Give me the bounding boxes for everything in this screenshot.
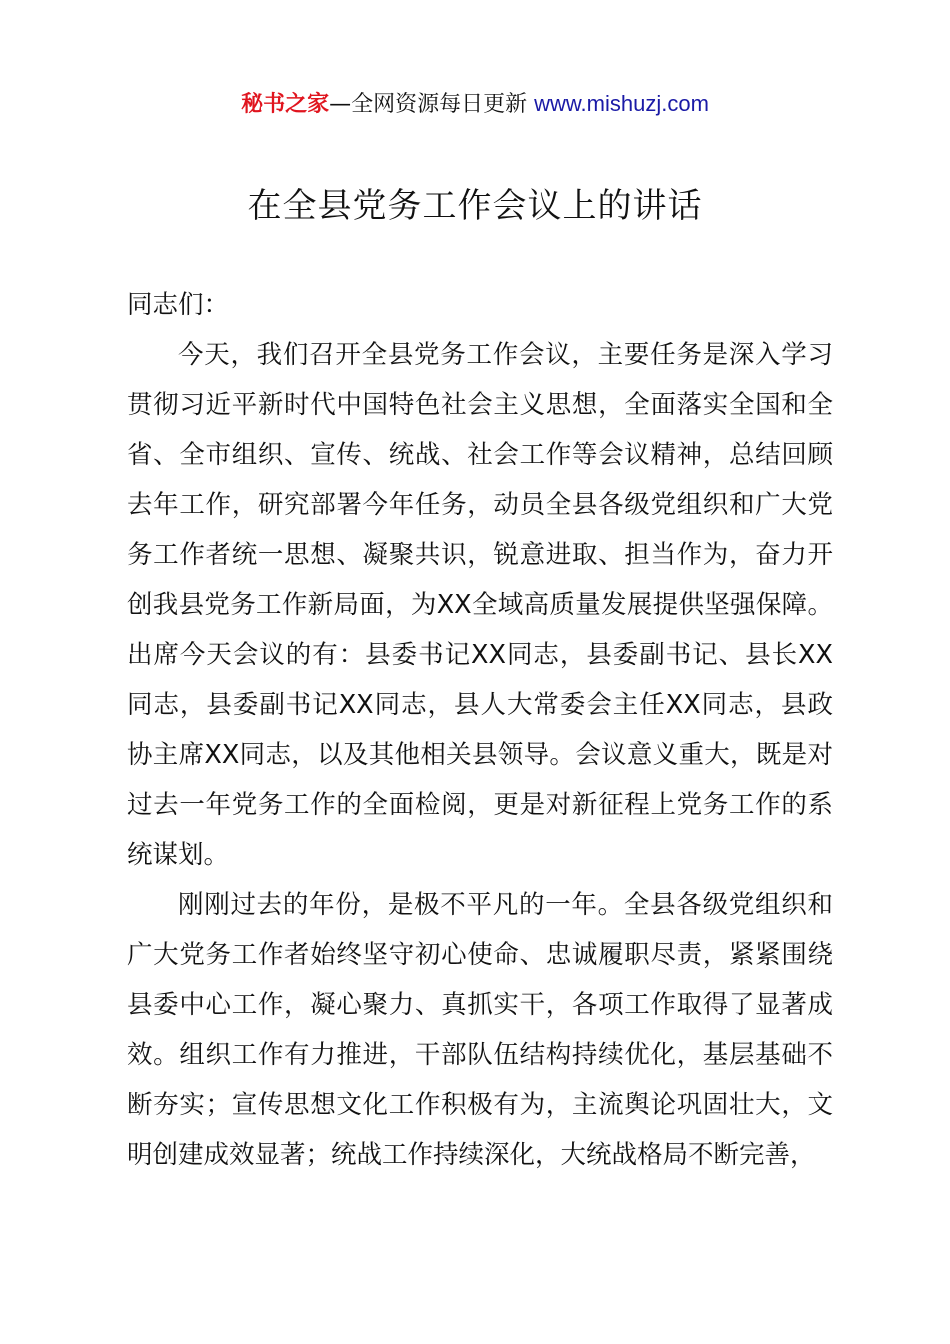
salutation: 同志们： [127, 290, 230, 320]
site-tagline: —全网资源每日更新 [329, 92, 535, 117]
document-body [127, 280, 833, 1180]
document-title: 在全县党务工作会议上的讲话 [247, 186, 703, 226]
site-url-link[interactable]: www.mishuzj.com [534, 91, 709, 116]
paragraph-2: 刚刚过去的年份，是极不平凡的一年。全县各级党组织和广大党务工作者始终坚守初心使命、忠诚履职尽责，紧紧围绕县委中心工作，凝心聚力、真抓实干，各项工作取得了显著成效。组织工作有力推进，干部队伍结构持续优化，基层基础不断夯实；宣传思想文化工作积极有为，主流舆论巩固壮大，文明创建成效显著；统战工作持续深化，大统战格局不断完善， [127, 890, 833, 1170]
site-brand: 秘书之家 [241, 92, 330, 117]
site-header [0, 88, 950, 121]
paragraph-1: 今天，我们召开全县党务工作会议，主要任务是深入学习贯彻习近平新时代中国特色社会主义思想，全面落实全国和全省、全市组织、宣传、统战、社会工作等会议精神，总结回顾去年工作，研究部署今年任务，动员全县各级党组织和广大党务工作者统一思想、凝聚共识，锐意进取、担当作为，奋力开创我县党务工作新局面，为XX全域高质量发展提供坚强保障。出席今天会议的有：县委书记XX同志，县委副书记、县长XX同志，县委副书记XX同志，县人大常委会主任XX同志，县政协主席XX同志，以及其他相关县领导。会议意义重大，既是对过去一年党务工作的全面检阅，更是对新征程上党务工作的系统谋划。 [127, 340, 833, 870]
